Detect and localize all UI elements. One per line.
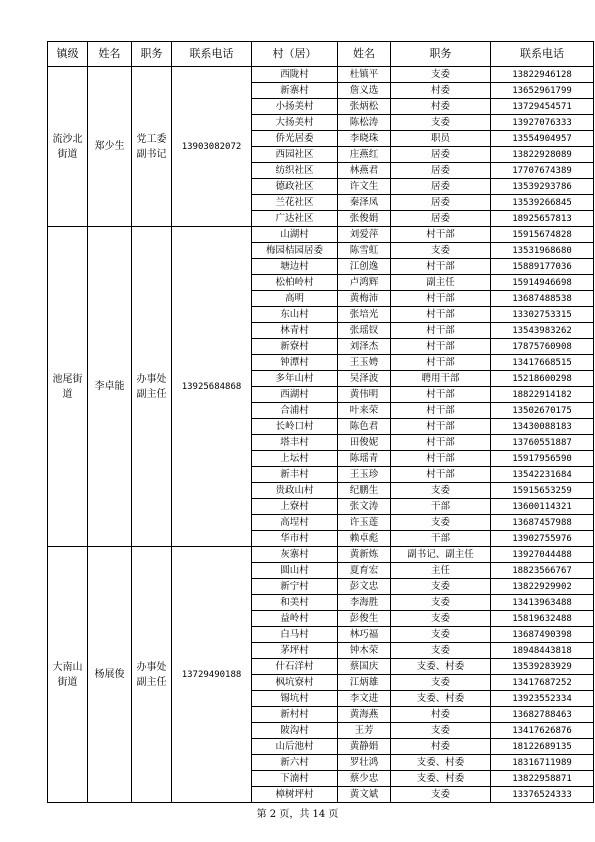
village-cell: 新寨村 bbox=[252, 83, 338, 99]
village-cell: 贵政山村 bbox=[252, 483, 338, 499]
header-contact-name: 姓名 bbox=[338, 42, 391, 67]
contact-role-cell: 支委 bbox=[391, 483, 491, 499]
contact-role-cell: 村干部 bbox=[391, 291, 491, 307]
contact-name-cell: 秦泽凤 bbox=[338, 195, 391, 211]
contact-phone-cell: 18316711989 bbox=[491, 755, 594, 771]
contact-name-cell: 陈雪虹 bbox=[338, 243, 391, 259]
contact-phone-cell: 13760551887 bbox=[491, 435, 594, 451]
contact-name-cell: 林巧福 bbox=[338, 627, 391, 643]
village-cell: 梅园桔园居委 bbox=[252, 243, 338, 259]
contact-role-cell: 村干部 bbox=[391, 435, 491, 451]
contact-role-cell: 支委、村委 bbox=[391, 755, 491, 771]
contact-phone-cell: 13652961799 bbox=[491, 83, 594, 99]
header-village: 村（居） bbox=[252, 42, 338, 67]
table-row bbox=[48, 227, 594, 243]
contact-role-cell: 干部 bbox=[391, 499, 491, 515]
contact-role-cell: 居委 bbox=[391, 179, 491, 195]
village-cell: 华市村 bbox=[252, 531, 338, 547]
contact-role-cell: 村干部 bbox=[391, 387, 491, 403]
table-row bbox=[48, 547, 594, 563]
contact-phone-cell: 13729454571 bbox=[491, 99, 594, 115]
contact-phone-cell: 15819632488 bbox=[491, 611, 594, 627]
contact-phone-cell: 13417687252 bbox=[491, 675, 594, 691]
leader-name-cell: 杨展俊 bbox=[88, 547, 132, 803]
table-row bbox=[48, 67, 594, 83]
contact-phone-cell: 13376524333 bbox=[491, 787, 594, 803]
contact-role-cell: 支委 bbox=[391, 787, 491, 803]
contact-role-cell: 支委 bbox=[391, 67, 491, 83]
village-cell: 山湖村 bbox=[252, 227, 338, 243]
contact-phone-cell: 13687457988 bbox=[491, 515, 594, 531]
village-cell: 灰寨村 bbox=[252, 547, 338, 563]
contact-role-cell: 村委 bbox=[391, 707, 491, 723]
contact-name-cell: 彭文忠 bbox=[338, 579, 391, 595]
village-cell: 侨光居委 bbox=[252, 131, 338, 147]
contact-role-cell: 支委 bbox=[391, 579, 491, 595]
contact-name-cell: 陈瑶青 bbox=[338, 451, 391, 467]
contact-name-cell: 纪鹏生 bbox=[338, 483, 391, 499]
contact-name-cell: 张文涛 bbox=[338, 499, 391, 515]
contact-phone-cell: 18948443818 bbox=[491, 643, 594, 659]
contact-phone-cell: 13542231684 bbox=[491, 467, 594, 483]
leader-role-cell: 党工委副书记 bbox=[132, 67, 172, 227]
header-leader-name: 姓名 bbox=[88, 42, 132, 67]
village-cell: 合浦村 bbox=[252, 403, 338, 419]
contact-phone-cell: 13430088183 bbox=[491, 419, 594, 435]
contact-phone-cell: 13927044488 bbox=[491, 547, 594, 563]
header-leader-phone: 联系电话 bbox=[172, 42, 252, 67]
contact-phone-cell: 15915653259 bbox=[491, 483, 594, 499]
contact-name-cell: 卢鸿辉 bbox=[338, 275, 391, 291]
contact-role-cell: 支委 bbox=[391, 115, 491, 131]
contact-phone-cell: 18823566767 bbox=[491, 563, 594, 579]
contact-role-cell: 支委 bbox=[391, 243, 491, 259]
contact-role-cell: 村干部 bbox=[391, 467, 491, 483]
village-cell: 西陇村 bbox=[252, 67, 338, 83]
contact-phone-cell: 13923552334 bbox=[491, 691, 594, 707]
contact-phone-cell: 13822928089 bbox=[491, 147, 594, 163]
contact-role-cell: 村委 bbox=[391, 739, 491, 755]
village-cell: 林青村 bbox=[252, 323, 338, 339]
contact-role-cell: 干部 bbox=[391, 531, 491, 547]
village-cell: 下湳村 bbox=[252, 771, 338, 787]
contact-role-cell: 村干部 bbox=[391, 227, 491, 243]
village-cell: 小扬美村 bbox=[252, 99, 338, 115]
contact-name-cell: 黄文斌 bbox=[338, 787, 391, 803]
contact-phone-cell: 18122689135 bbox=[491, 739, 594, 755]
header-contact-role: 职务 bbox=[391, 42, 491, 67]
village-cell: 什石洋村 bbox=[252, 659, 338, 675]
village-cell: 纺织社区 bbox=[252, 163, 338, 179]
contact-name-cell: 张瑶钗 bbox=[338, 323, 391, 339]
contact-role-cell: 村干部 bbox=[391, 323, 491, 339]
header-row bbox=[48, 42, 594, 67]
contact-phone-cell: 18925657813 bbox=[491, 211, 594, 227]
village-cell: 陂沟村 bbox=[252, 723, 338, 739]
contact-phone-cell: 15915674828 bbox=[491, 227, 594, 243]
contact-role-cell: 支委、村委 bbox=[391, 771, 491, 787]
village-cell: 新寮村 bbox=[252, 339, 338, 355]
contact-name-cell: 田俊妮 bbox=[338, 435, 391, 451]
leader-role-cell: 办事处副主任 bbox=[132, 227, 172, 547]
village-cell: 兰花社区 bbox=[252, 195, 338, 211]
contact-phone-cell: 13502670175 bbox=[491, 403, 594, 419]
contact-name-cell: 黄静娟 bbox=[338, 739, 391, 755]
village-cell: 塘边村 bbox=[252, 259, 338, 275]
contact-name-cell: 罗壮鸿 bbox=[338, 755, 391, 771]
village-cell: 高埕村 bbox=[252, 515, 338, 531]
village-cell: 多年山村 bbox=[252, 371, 338, 387]
contact-role-cell: 支委、村委 bbox=[391, 691, 491, 707]
header-town: 镇级 bbox=[48, 42, 88, 67]
contact-name-cell: 王玉娉 bbox=[338, 355, 391, 371]
village-cell: 德政社区 bbox=[252, 179, 338, 195]
contact-phone-cell: 13539266845 bbox=[491, 195, 594, 211]
contact-role-cell: 副主任 bbox=[391, 275, 491, 291]
contact-phone-cell: 15218600298 bbox=[491, 371, 594, 387]
contact-role-cell: 村干部 bbox=[391, 403, 491, 419]
contact-phone-cell: 13822958871 bbox=[491, 771, 594, 787]
village-cell: 圆山村 bbox=[252, 563, 338, 579]
contact-name-cell: 夏育宏 bbox=[338, 563, 391, 579]
contact-name-cell: 黄梅沛 bbox=[338, 291, 391, 307]
contact-phone-cell: 13417668515 bbox=[491, 355, 594, 371]
contact-name-cell: 詹义选 bbox=[338, 83, 391, 99]
contact-role-cell: 村干部 bbox=[391, 307, 491, 323]
leader-name-cell: 李卓能 bbox=[88, 227, 132, 547]
page-footer: 第 2 页，共 14 页 bbox=[256, 809, 339, 820]
village-cell: 新村村 bbox=[252, 707, 338, 723]
contact-name-cell: 张培光 bbox=[338, 307, 391, 323]
contact-role-cell: 支委 bbox=[391, 515, 491, 531]
contact-phone-cell: 15889177036 bbox=[491, 259, 594, 275]
leader-role-cell: 办事处副主任 bbox=[132, 547, 172, 803]
contact-name-cell: 李文进 bbox=[338, 691, 391, 707]
contact-name-cell: 黄伟明 bbox=[338, 387, 391, 403]
village-cell: 广达社区 bbox=[252, 211, 338, 227]
contact-role-cell: 支委、村委 bbox=[391, 659, 491, 675]
village-cell: 钟潭村 bbox=[252, 355, 338, 371]
village-cell: 白马村 bbox=[252, 627, 338, 643]
leader-phone-cell: 13925684868 bbox=[172, 227, 252, 547]
contact-name-cell: 吴泽波 bbox=[338, 371, 391, 387]
village-cell: 新宁村 bbox=[252, 579, 338, 595]
town-cell: 大南山街道 bbox=[48, 547, 88, 803]
contact-phone-cell: 13687490398 bbox=[491, 627, 594, 643]
village-cell: 枫坑寮村 bbox=[252, 675, 338, 691]
contact-phone-cell: 13417626876 bbox=[491, 723, 594, 739]
contact-role-cell: 支委 bbox=[391, 595, 491, 611]
contact-phone-cell: 13302753315 bbox=[491, 307, 594, 323]
contact-role-cell: 居委 bbox=[391, 195, 491, 211]
village-cell: 长岭口村 bbox=[252, 419, 338, 435]
contact-name-cell: 庄燕红 bbox=[338, 147, 391, 163]
contact-role-cell: 村干部 bbox=[391, 419, 491, 435]
table-body bbox=[48, 67, 594, 803]
contact-role-cell: 支委 bbox=[391, 627, 491, 643]
contact-role-cell: 支委 bbox=[391, 643, 491, 659]
contact-phone-cell: 13413963488 bbox=[491, 595, 594, 611]
contact-name-cell: 叶来荣 bbox=[338, 403, 391, 419]
contact-role-cell: 村干部 bbox=[391, 259, 491, 275]
contact-phone-cell: 15917956590 bbox=[491, 451, 594, 467]
contact-name-cell: 杜镇平 bbox=[338, 67, 391, 83]
leader-phone-cell: 13903082072 bbox=[172, 67, 252, 227]
village-cell: 高明 bbox=[252, 291, 338, 307]
contact-name-cell: 陈松涛 bbox=[338, 115, 391, 131]
contact-name-cell: 陈色君 bbox=[338, 419, 391, 435]
contact-role-cell: 居委 bbox=[391, 147, 491, 163]
contact-phone-cell: 13539283929 bbox=[491, 659, 594, 675]
village-cell: 西湖村 bbox=[252, 387, 338, 403]
contact-role-cell: 副书记、副主任 bbox=[391, 547, 491, 563]
village-cell: 塔丰村 bbox=[252, 435, 338, 451]
contact-role-cell: 村委 bbox=[391, 99, 491, 115]
village-cell: 山后池村 bbox=[252, 739, 338, 755]
village-cell: 锡坑村 bbox=[252, 691, 338, 707]
village-cell: 上坛村 bbox=[252, 451, 338, 467]
contact-name-cell: 赖卓彪 bbox=[338, 531, 391, 547]
leader-phone-cell: 13729490188 bbox=[172, 547, 252, 803]
contact-phone-cell: 13682788463 bbox=[491, 707, 594, 723]
contact-phone-cell: 13927076333 bbox=[491, 115, 594, 131]
contact-role-cell: 支委 bbox=[391, 675, 491, 691]
village-cell: 上寮村 bbox=[252, 499, 338, 515]
header-contact-phone: 联系电话 bbox=[491, 42, 594, 67]
contact-role-cell: 村干部 bbox=[391, 355, 491, 371]
contact-name-cell: 黄新炼 bbox=[338, 547, 391, 563]
village-cell: 和美村 bbox=[252, 595, 338, 611]
contact-name-cell: 李海胜 bbox=[338, 595, 391, 611]
contact-name-cell: 张炳松 bbox=[338, 99, 391, 115]
contact-role-cell: 支委 bbox=[391, 723, 491, 739]
contact-name-cell: 刘泽杰 bbox=[338, 339, 391, 355]
leader-name-cell: 郑少生 bbox=[88, 67, 132, 227]
contact-role-cell: 职员 bbox=[391, 131, 491, 147]
contact-name-cell: 许文生 bbox=[338, 179, 391, 195]
village-cell: 西园社区 bbox=[252, 147, 338, 163]
contact-phone-cell: 13539293786 bbox=[491, 179, 594, 195]
contact-phone-cell: 18822914182 bbox=[491, 387, 594, 403]
village-cell: 益岭村 bbox=[252, 611, 338, 627]
village-cell: 茅坪村 bbox=[252, 643, 338, 659]
contact-phone-cell: 13554904957 bbox=[491, 131, 594, 147]
village-cell: 松柏岭村 bbox=[252, 275, 338, 291]
contact-name-cell: 钟木荣 bbox=[338, 643, 391, 659]
contact-phone-cell: 13687488538 bbox=[491, 291, 594, 307]
contact-phone-cell: 13543983262 bbox=[491, 323, 594, 339]
contact-name-cell: 彭俊生 bbox=[338, 611, 391, 627]
contact-name-cell: 李晓珠 bbox=[338, 131, 391, 147]
contact-table bbox=[47, 41, 594, 803]
contact-phone-cell: 13600114321 bbox=[491, 499, 594, 515]
contact-phone-cell: 13531968680 bbox=[491, 243, 594, 259]
village-cell: 新丰村 bbox=[252, 467, 338, 483]
contact-role-cell: 支委 bbox=[391, 611, 491, 627]
contact-role-cell: 主任 bbox=[391, 563, 491, 579]
village-cell: 新六村 bbox=[252, 755, 338, 771]
contact-role-cell: 居委 bbox=[391, 211, 491, 227]
contact-phone-cell: 17875760908 bbox=[491, 339, 594, 355]
village-cell: 东山村 bbox=[252, 307, 338, 323]
contact-phone-cell: 13822946128 bbox=[491, 67, 594, 83]
town-cell: 池尾街道 bbox=[48, 227, 88, 547]
contact-phone-cell: 17707674389 bbox=[491, 163, 594, 179]
contact-role-cell: 居委 bbox=[391, 163, 491, 179]
contact-name-cell: 王芳 bbox=[338, 723, 391, 739]
contact-name-cell: 黄海燕 bbox=[338, 707, 391, 723]
header-leader-role: 职务 bbox=[132, 42, 172, 67]
contact-role-cell: 村干部 bbox=[391, 339, 491, 355]
contact-name-cell: 江炳雄 bbox=[338, 675, 391, 691]
contact-role-cell: 聘用干部 bbox=[391, 371, 491, 387]
contact-name-cell: 江创逸 bbox=[338, 259, 391, 275]
contact-name-cell: 许玉莲 bbox=[338, 515, 391, 531]
contact-phone-cell: 15914946698 bbox=[491, 275, 594, 291]
contact-name-cell: 王玉珍 bbox=[338, 467, 391, 483]
contact-phone-cell: 13822929902 bbox=[491, 579, 594, 595]
contact-name-cell: 张俊娟 bbox=[338, 211, 391, 227]
contact-name-cell: 林燕君 bbox=[338, 163, 391, 179]
contact-name-cell: 蔡国庆 bbox=[338, 659, 391, 675]
contact-name-cell: 刘爱萍 bbox=[338, 227, 391, 243]
contact-phone-cell: 13902755976 bbox=[491, 531, 594, 547]
contact-name-cell: 蔡少忠 bbox=[338, 771, 391, 787]
village-cell: 樟树坪村 bbox=[252, 787, 338, 803]
town-cell: 流沙北街道 bbox=[48, 67, 88, 227]
contact-role-cell: 村委 bbox=[391, 83, 491, 99]
contact-role-cell: 村干部 bbox=[391, 451, 491, 467]
village-cell: 大扬美村 bbox=[252, 115, 338, 131]
